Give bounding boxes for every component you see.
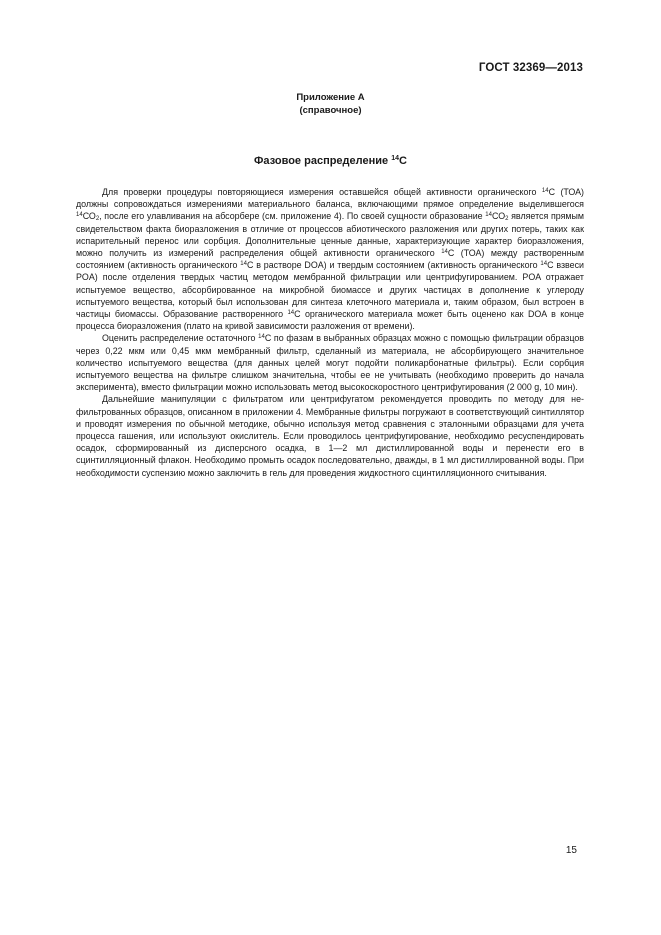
body-text — [76, 186, 584, 479]
superscript: 14 — [76, 212, 83, 219]
superscript: 14 — [441, 249, 448, 256]
annex-title: Приложение А — [296, 92, 365, 103]
text-run: , после его улавливания на абсорбере (см. приложение 4). По своей сущности образование — [99, 211, 486, 222]
superscript: 14 — [240, 261, 247, 268]
text-run: СО — [491, 211, 506, 222]
text-run: С в растворе DOA) и твердым состоянием (активность органического — [246, 260, 541, 271]
superscript: 14 — [258, 334, 265, 341]
page-number: 15 — [565, 845, 577, 856]
annex-heading — [0, 91, 661, 117]
section-title-tail: С — [398, 155, 407, 167]
superscript: 14 — [540, 261, 548, 268]
superscript: 14 — [485, 212, 492, 219]
text-run: Дальнейшие манипуляции с фильтратом или центрифугатом рекомендуется проводить по методу для нефильтрованных образцов, описанном в приложении 4. Мембранные фильтры погружают в соответствующий синтиллятор и проводят измерения по обычной методике, обычно используя метод сравнения с эталонными образцами для учета процесса гашения, или используют окислитель. Если проводилось центрифугирование, необходимо ресуспендировать осадок, сформированный из дисперсного осадка, в 1—2 мл дистиллированной воды и перенести его в сцинтилляционный флакон. Необходимо промыть осадок последовательно, дважды, в 1 мл дистиллированной воды. При необходимости суспензию можно заключить в гель для проведения жидкостного сцинтилляционного считывания. — [76, 394, 584, 478]
section-title — [0, 155, 661, 167]
text-run: С (ТОА) должны сопровождаться измерениями материального баланса, включающими прямое определение выделившегося — [76, 187, 585, 210]
text-run: С органического материала может быть оценено как DOA в конце процесса биоразложения (плато на кривой зависимости разложения от времени). — [76, 309, 584, 332]
section-title-text: Фазовое распределение — [254, 155, 392, 167]
paragraph-1 — [76, 186, 584, 332]
superscript: 14 — [287, 310, 295, 317]
text-run: С взвеси POA) после отделения твердых частиц методом мембранной фильтрации или центрифугированием. POA отражает испытуемое вещество, абсорбированное на микробной биомассе и других частицах в дополнение к углероду испытуемого вещества, который был использован для синтеза клеточного материала и, таким образом, был встроен в частицы биомассы. Образование растворенного — [76, 260, 584, 320]
section-title-superscript: 14 — [391, 155, 399, 162]
text-run: Для проверки процедуры повторяющиеся измерения оставшейся общей активности органического — [102, 187, 542, 197]
text-run: Оценить распределение остаточного — [102, 333, 259, 344]
text-run: является прямым свидетельством факта биоразложения в отличие от процессов абиотического разложения или других потерь, таких как испарительный перенос или сорбция. Дополнительные ценные данные, характеризующие характер биоразложения, можно получить из измерений распределения общей активности органического — [76, 211, 584, 259]
superscript: 14 — [541, 188, 549, 194]
text-run: СО — [82, 211, 96, 222]
paragraph-2 — [76, 332, 584, 393]
text-run: С по фазам в выбранных образцах можно с помощью фильтрации образцов через 0,22 мкм или 0,45 мкм мембранный фильтр, сделанный из материала, не абсорбирующего значительное количество испытуемого вещества (для данных целей могут подойти поликарбонатные фильтры). Если сорбция испытуемого вещества на фильтре слишком значительна, чтобы ее не учитывать (необходимо проверить до начала эксперимента), вместо фильтрации можно использовать метод высокоскоростного центрифугирования (2 000 g, 10 мин). — [76, 333, 584, 393]
standard-code-header: ГОСТ 32369—2013 — [478, 62, 583, 74]
subscript: 2 — [95, 216, 100, 223]
text-run: С (ТОА) между растворенным состоянием (активность органического — [76, 248, 584, 271]
paragraph-3 — [76, 393, 584, 478]
annex-subtitle: (справочное) — [299, 105, 362, 116]
subscript: 2 — [505, 216, 509, 223]
